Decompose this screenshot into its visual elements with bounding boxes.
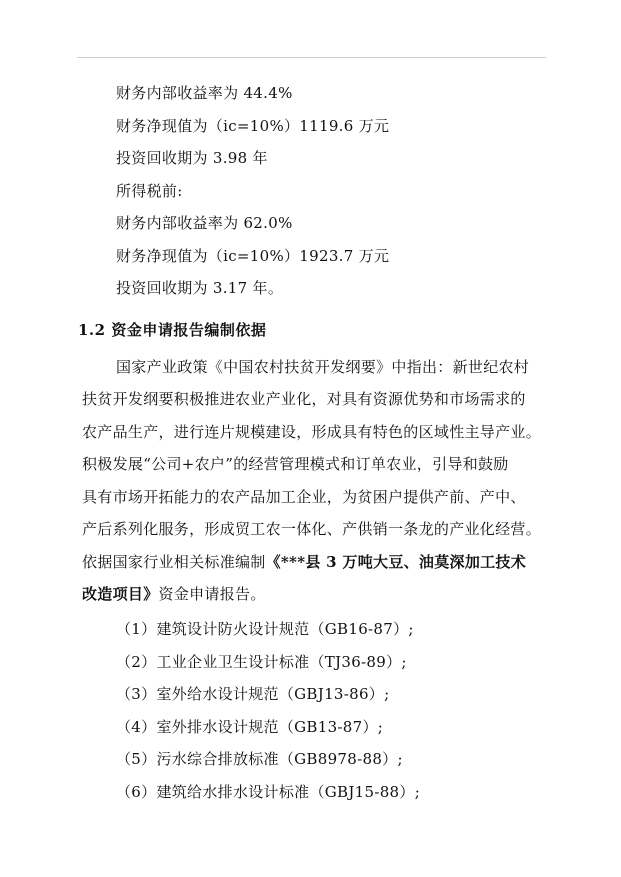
basis-project-title: 《***县 3 万吨大豆、油莫深加工技术 — [265, 553, 527, 571]
result-npv-after-tax: 财务净现值为（ic=10%）1119.6 万元 — [116, 117, 390, 135]
pre-tax-label: 所得税前: — [116, 182, 183, 200]
paragraph-line: 产后系列化服务，形成贸工农一体化、产供销一条龙的产业化经营。 — [82, 520, 542, 538]
paragraph-line: 国家产业政策《中国农村扶贫开发纲要》中指出：新世纪农村 — [116, 358, 530, 376]
basis-suffix: 资金申请报告。 — [158, 585, 266, 603]
standard-item: （6）建筑给水排水设计标准（GBJ15-88）; — [116, 783, 421, 801]
standard-item: （1）建筑设计防火设计规范（GB16-87）; — [116, 620, 414, 638]
paragraph-line: 具有市场开拓能力的农产品加工企业，为贫困户提供产前、产中、 — [82, 488, 526, 506]
result-irr-after-tax: 财务内部收益率为 44.4% — [116, 84, 293, 102]
basis-line — [82, 584, 266, 604]
paragraph-line: 扶贫开发纲要积极推进农业产业化，对具有资源优势和市场需求的 — [82, 390, 526, 408]
standard-item: （2）工业企业卫生设计标准（TJ36-89）; — [116, 653, 407, 671]
header-rule — [77, 57, 546, 58]
standard-item: （5）污水综合排放标准（GB8978-88）; — [116, 750, 403, 768]
standard-item: （4）室外排水设计规范（GB13-87）; — [116, 718, 384, 736]
basis-prefix: 依据国家行业相关标准编制 — [82, 553, 266, 571]
result-payback-pre-tax: 投资回收期为 3.17 年。 — [116, 279, 284, 297]
paragraph-line: 积极发展“公司+农户”的经营管理模式和订单农业，引导和鼓励 — [82, 455, 509, 473]
result-irr-pre-tax: 财务内部收益率为 62.0% — [116, 214, 293, 232]
standard-item: （3）室外给水设计规范（GBJ13-86）; — [116, 685, 390, 703]
result-payback-after-tax: 投资回收期为 3.98 年 — [116, 149, 268, 167]
basis-line — [82, 552, 526, 572]
paragraph-line: 农产品生产，进行连片规模建设，形成具有特色的区域性主导产业。 — [82, 423, 542, 441]
basis-project-title-cont: 改造项目》 — [82, 585, 159, 603]
result-npv-pre-tax: 财务净现值为（ic=10%）1923.7 万元 — [116, 247, 390, 265]
section-heading: 1.2 资金申请报告编制依据 — [78, 321, 267, 339]
